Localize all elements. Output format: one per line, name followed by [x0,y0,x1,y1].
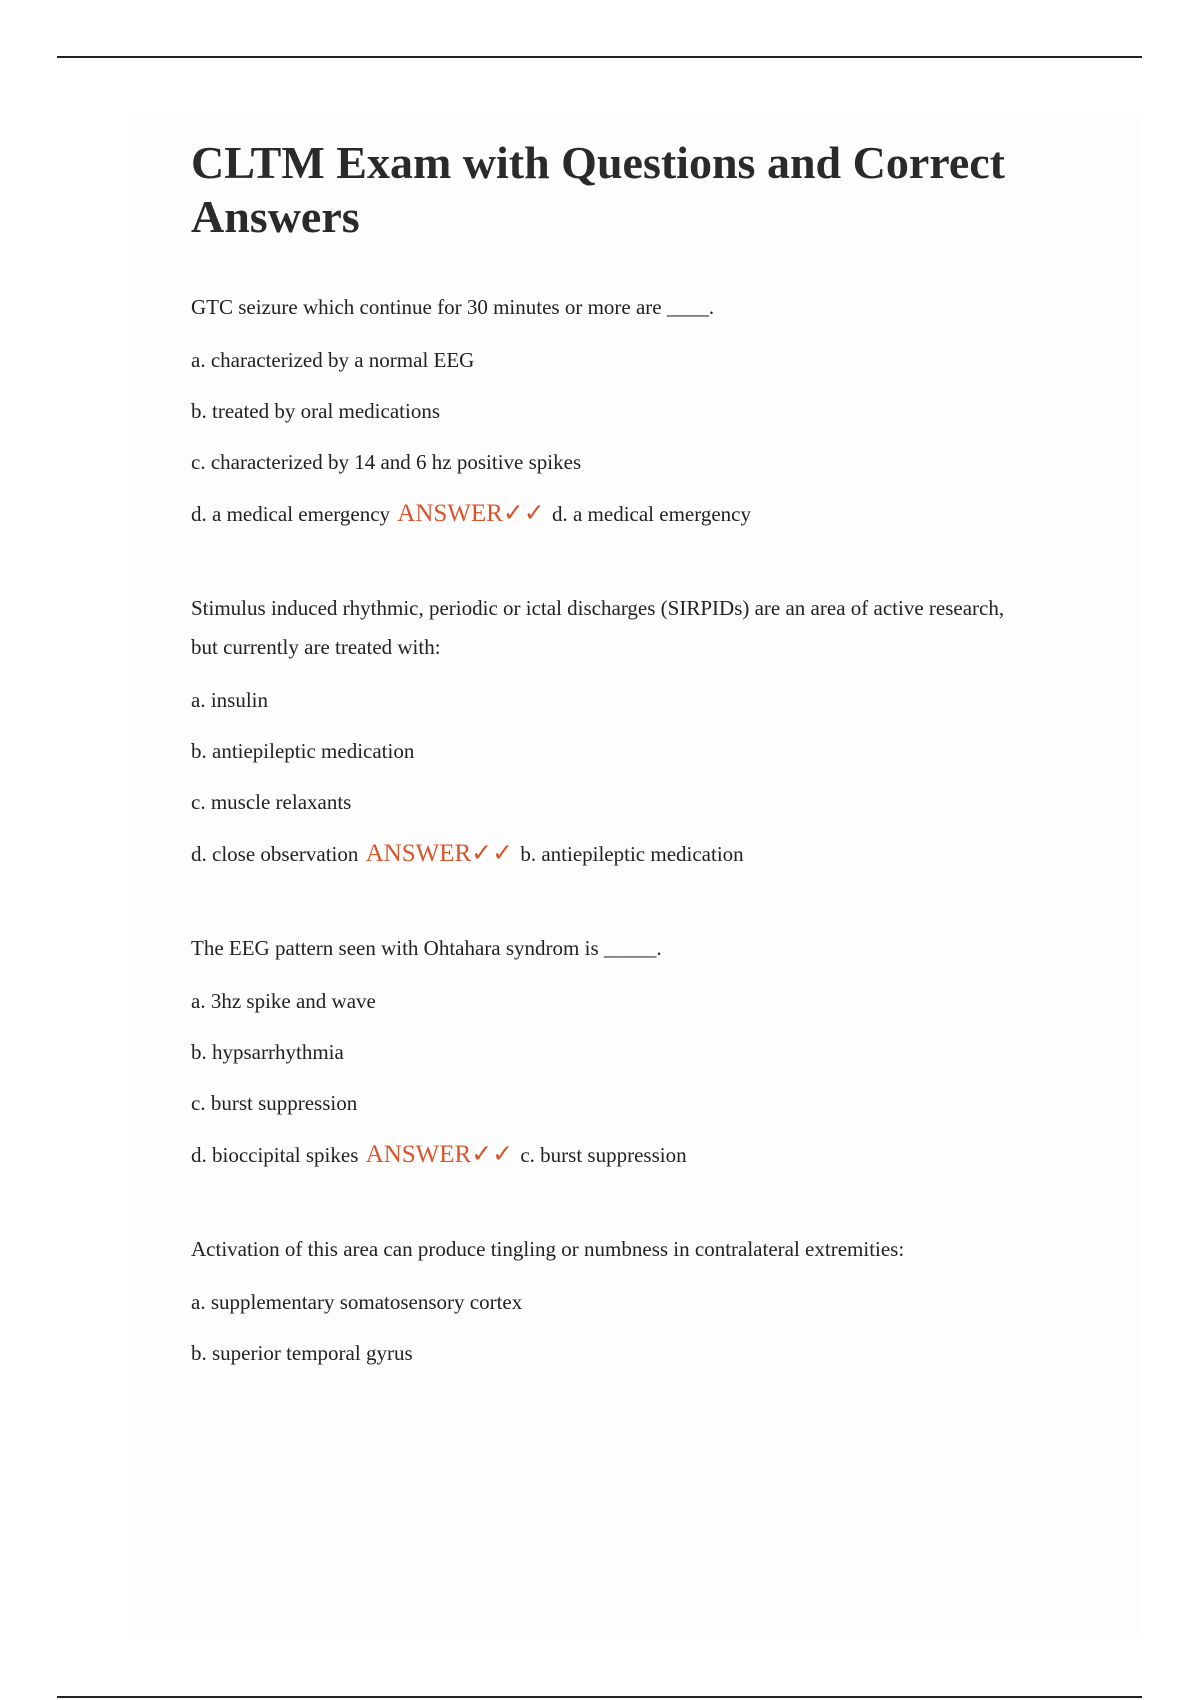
page-title: CLTM Exam with Questions and Correct Answers [191,137,1005,242]
option-b: b. superior temporal gyrus [191,1341,413,1365]
option-a: a. insulin [191,688,268,712]
option-b: b. hypsarrhythmia [191,1040,344,1064]
option-b: b. treated by oral medications [191,399,440,423]
question-list [191,288,1011,1372]
option-d-with-answer [191,835,1011,873]
option-c: c. characterized by 14 and 6 hz positive spikes [191,450,582,474]
option-a: a. characterized by a normal EEG [191,348,475,372]
correct-answer: b. antiepileptic medication [520,842,744,866]
question-1 [191,288,1011,533]
question-2 [191,589,1011,873]
option-a: a. supplementary somatosensory cortex [191,1290,523,1314]
option-b: b. antiepileptic medication [191,739,415,763]
option-d: d. bioccipital spikes [191,1143,359,1167]
question-stem: GTC seizure which continue for 30 minutes or more are ____. [191,295,715,319]
question-stem: The EEG pattern seen with Ohtahara syndrom is _____. [191,936,662,960]
answer-marker: ANSWER✓✓ [397,500,545,527]
option-c: c. burst suppression [191,1091,358,1115]
option-a: a. 3hz spike and wave [191,989,376,1013]
top-rule [57,56,1142,58]
bottom-rule [57,1696,1142,1698]
option-d-with-answer [191,495,1011,533]
correct-answer: d. a medical emergency [551,502,752,526]
option-d: d. a medical emergency [191,502,391,526]
answer-marker: ANSWER✓✓ [365,1141,514,1168]
option-d: d. close observation [191,842,359,866]
question-stem: Activation of this area can produce tingling or numbness in contralateral extremities: [191,1237,905,1261]
question-stem: Stimulus induced rhythmic, periodic or ictal discharges (SIRPIDs) are an area of active research, but currently are treated with: [191,596,1005,659]
question-3 [191,929,1011,1174]
option-d-with-answer [191,1136,1011,1174]
question-4 [191,1230,1011,1372]
answer-marker: ANSWER✓✓ [365,840,514,867]
option-c: c. muscle relaxants [191,790,352,814]
correct-answer: c. burst suppression [520,1143,687,1167]
